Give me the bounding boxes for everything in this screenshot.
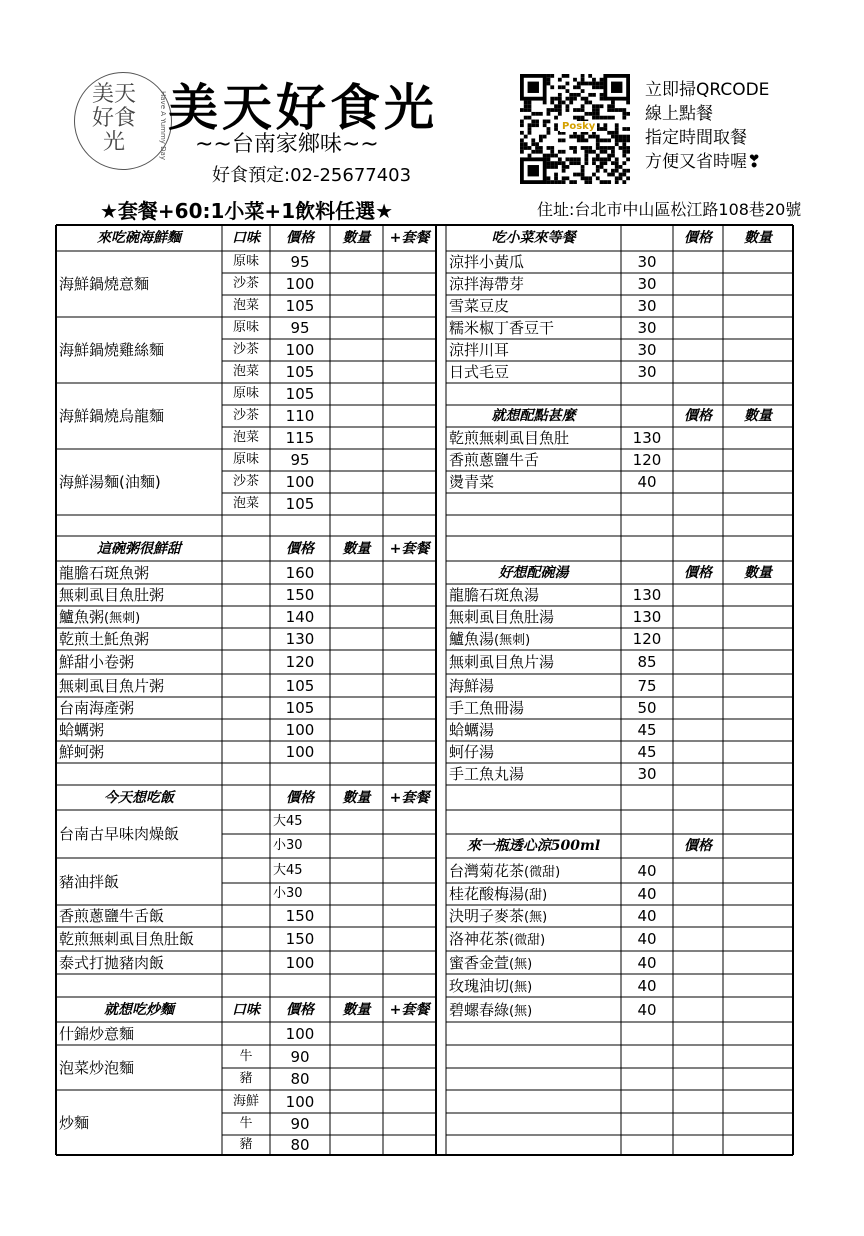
cell-note: (無) — [509, 979, 533, 995]
menu-item-name: 蛤蠣粥 — [59, 721, 105, 739]
price: 105 — [285, 385, 315, 403]
column-header: +套餐 — [389, 230, 430, 246]
column-header: 價格 — [684, 408, 712, 424]
column-header: 口味 — [232, 230, 260, 246]
price: 100 — [285, 341, 315, 359]
price: 30 — [637, 319, 657, 337]
price: 160 — [285, 563, 315, 582]
price: 95 — [290, 319, 310, 337]
menu-item-name: 什錦炒意麵 — [59, 1024, 135, 1043]
menu-item-name: 炒麵 — [59, 1113, 90, 1132]
menu-item-name: 涼拌海帶芽 — [449, 275, 525, 293]
menu-item-name: 鮮甜小卷粥 — [59, 653, 135, 671]
price: 110 — [285, 407, 315, 425]
flavor-option: 原味 — [232, 452, 259, 467]
menu-item-name: 台南海產粥 — [59, 699, 135, 717]
price: 120 — [632, 630, 662, 648]
price: 45 — [637, 721, 657, 739]
menu-item-name: 蜜香金萱(無) — [449, 953, 533, 972]
menu-item-name: 香煎蔥鹽牛舌飯 — [59, 907, 165, 925]
price: 50 — [637, 699, 657, 717]
menu-item-name: 蛤蠣湯 — [449, 721, 495, 739]
column-header: 數量 — [744, 408, 772, 424]
price: 40 — [637, 976, 657, 995]
cell-note: (微甜) — [524, 864, 561, 880]
price: 120 — [285, 653, 315, 671]
menu-item-name: 洛神花茶(微甜) — [449, 930, 546, 948]
qr-line: 方便又省時喔❣ — [645, 152, 762, 172]
price: 40 — [637, 907, 657, 925]
column-header: +套餐 — [389, 540, 430, 557]
price: 150 — [285, 930, 315, 948]
section-title: 好想配碗湯 — [498, 564, 569, 581]
column-header: 數量 — [342, 789, 371, 806]
section-title: 這碗粥很鮮甜 — [97, 540, 181, 557]
price: 80 — [290, 1136, 310, 1154]
column-header: 數量 — [342, 1001, 371, 1018]
price: 40 — [637, 1000, 657, 1019]
price: 40 — [637, 953, 657, 972]
set-meal-promo: ★套餐+60:1小菜+1飲料任選★ — [100, 199, 394, 223]
price: 85 — [637, 653, 657, 671]
menu-item-name: 泡菜炒泡麵 — [59, 1058, 135, 1077]
menu-item-name: 鮮蚵粥 — [59, 743, 105, 761]
menu-item-name: 玫瑰油切(無) — [449, 976, 533, 995]
menu-item-name: 涼拌小黃瓜 — [449, 253, 525, 271]
column-header: 價格 — [286, 540, 314, 557]
price: 30 — [637, 275, 657, 293]
cell-note: (無) — [509, 1003, 533, 1019]
menu-item-name: 無刺虱目魚片湯 — [449, 653, 555, 671]
qr-line: 線上點餐 — [645, 104, 713, 124]
menu-item-name: 糯米椒丁香豆干 — [449, 319, 555, 337]
menu-item-name: 無刺虱目魚肚粥 — [59, 586, 165, 604]
cell-note: (無) — [509, 956, 533, 972]
price: 95 — [290, 253, 310, 271]
section-title: 就想吃炒麵 — [104, 1001, 174, 1018]
cell-note: (微甜) — [509, 933, 546, 948]
price: 小30 — [273, 886, 303, 901]
price: 100 — [285, 1092, 315, 1111]
menu-item-name: 海鮮鍋燒意麵 — [59, 275, 150, 293]
menu-item-name: 乾煎無刺虱目魚肚 — [449, 429, 570, 447]
cell-note: (無) — [524, 910, 548, 925]
logo-script: Have A Yummy Day — [159, 91, 167, 160]
column-header: 口味 — [232, 1001, 260, 1018]
flavor-option: 豬 — [239, 1137, 253, 1152]
price: 115 — [285, 429, 315, 447]
price: 80 — [290, 1070, 310, 1088]
flavor-option: 沙茶 — [232, 408, 259, 423]
flavor-option: 原味 — [232, 386, 259, 401]
price: 小30 — [273, 838, 303, 853]
menu-item-name: 手工魚冊湯 — [449, 699, 525, 717]
menu-item-name: 泰式打拋豬肉飯 — [59, 953, 165, 972]
cell-note: (無刺) — [104, 611, 141, 626]
menu-item-name: 乾煎土魠魚粥 — [59, 630, 150, 648]
price: 大45 — [273, 814, 303, 829]
price: 100 — [285, 473, 315, 491]
section-title: 今天想吃飯 — [104, 789, 174, 806]
column-header: 數量 — [342, 540, 371, 557]
flavor-option: 沙茶 — [232, 342, 259, 357]
menu-item-name: 涼拌川耳 — [449, 341, 510, 359]
menu-item-name: 台灣菊花茶(微甜) — [449, 861, 561, 880]
price: 40 — [637, 861, 657, 880]
column-header: +套餐 — [389, 1001, 430, 1018]
menu-item-name: 龍膽石斑魚湯 — [449, 586, 540, 604]
price: 150 — [285, 586, 315, 604]
price: 30 — [637, 297, 657, 315]
price: 30 — [637, 253, 657, 271]
price: 75 — [637, 676, 657, 695]
section-title: 來一瓶透心涼500ml — [466, 838, 601, 854]
price: 105 — [285, 297, 315, 315]
menu-item-name: 龍膽石斑魚粥 — [59, 563, 150, 582]
price: 130 — [285, 630, 315, 648]
price: 105 — [285, 699, 315, 717]
price: 95 — [290, 451, 310, 469]
price: 30 — [637, 363, 657, 381]
price: 100 — [285, 1024, 315, 1043]
address: 住址:台北市中山區松江路108巷20號 — [537, 200, 802, 219]
price: 105 — [285, 363, 315, 381]
menu-item-name: 香煎蔥鹽牛舌 — [449, 451, 540, 469]
flavor-option: 原味 — [232, 320, 259, 335]
price: 90 — [290, 1115, 310, 1133]
menu-item-name: 無刺虱目魚片粥 — [59, 676, 165, 695]
menu-item-name: 海鮮湯 — [449, 676, 495, 695]
menu-item-name: 桂花酸梅湯(甜) — [449, 885, 548, 903]
price: 105 — [285, 676, 315, 695]
price: 40 — [637, 930, 657, 948]
column-header: 數量 — [744, 230, 772, 246]
section-title: 來吃碗海鮮麵 — [97, 230, 181, 246]
menu-item-name: 海鮮湯麵(油麵) — [59, 473, 161, 491]
price: 100 — [285, 743, 315, 761]
menu-item-name: 鱸魚粥(無刺) — [59, 608, 141, 626]
column-header: 價格 — [286, 789, 314, 806]
price: 40 — [637, 885, 657, 903]
section-title: 就想配點甚麼 — [491, 408, 576, 424]
flavor-option: 牛 — [239, 1048, 253, 1064]
section-title: 吃小菜來等餐 — [491, 230, 576, 246]
price: 100 — [285, 953, 315, 972]
phone-number: 好食預定:02-25677403 — [212, 165, 412, 186]
price: 100 — [285, 721, 315, 739]
price: 105 — [285, 495, 315, 513]
menu-item-name: 燙青菜 — [449, 473, 495, 491]
flavor-option: 海鮮 — [232, 1093, 259, 1109]
price: 90 — [290, 1047, 310, 1066]
price: 100 — [285, 275, 315, 293]
flavor-option: 豬 — [239, 1071, 253, 1086]
menu-item-name: 蚵仔湯 — [449, 743, 495, 761]
menu-item-name: 海鮮鍋燒雞絲麵 — [59, 341, 165, 359]
price: 40 — [637, 473, 657, 491]
price: 130 — [632, 608, 662, 626]
menu-item-name: 海鮮鍋燒烏龍麵 — [59, 407, 165, 425]
column-header: 價格 — [286, 230, 314, 246]
flavor-option: 原味 — [232, 254, 259, 269]
column-header: 價格 — [684, 564, 712, 581]
price: 45 — [637, 743, 657, 761]
flavor-option: 泡菜 — [232, 298, 259, 313]
column-header: +套餐 — [389, 789, 430, 806]
menu-item-name: 台南古早味肉燥飯 — [59, 825, 180, 843]
menu-item-name: 雪菜豆皮 — [449, 297, 510, 315]
menu-item-name: 日式毛豆 — [449, 363, 510, 381]
flavor-option: 沙茶 — [232, 474, 259, 489]
cell-note: (甜) — [524, 888, 548, 903]
flavor-option: 泡菜 — [232, 364, 259, 379]
column-header: 數量 — [744, 564, 772, 581]
flavor-option: 牛 — [239, 1116, 253, 1131]
price: 大45 — [273, 862, 303, 878]
price: 30 — [637, 765, 657, 783]
price: 140 — [285, 608, 315, 626]
qr-label: Posky — [562, 121, 596, 132]
qr-line: 指定時間取餐 — [645, 128, 747, 148]
menu-item-name: 碧螺春綠(無) — [449, 1000, 533, 1019]
menu-item-name: 鱸魚湯(無刺) — [449, 630, 531, 648]
column-header: 價格 — [684, 230, 712, 246]
column-header: 價格 — [684, 838, 712, 854]
menu-item-name: 決明子麥茶(無) — [449, 907, 548, 925]
price: 130 — [632, 586, 662, 604]
flavor-option: 沙茶 — [232, 276, 259, 291]
cell-note: (無刺) — [494, 633, 531, 648]
column-header: 價格 — [286, 1001, 314, 1018]
qr-line: 立即掃QRCODE — [645, 80, 770, 100]
menu-item-name: 乾煎無刺虱目魚肚飯 — [59, 930, 195, 948]
menu-item-name: 無刺虱目魚肚湯 — [449, 608, 555, 626]
menu-item-name: 豬油拌飯 — [59, 872, 120, 891]
price: 150 — [285, 907, 315, 925]
subtitle: ~~台南家鄉味~~ — [195, 132, 379, 157]
price: 120 — [632, 451, 662, 469]
flavor-option: 泡菜 — [232, 430, 259, 445]
menu-item-name: 手工魚丸湯 — [449, 765, 525, 783]
logo-text: 美天好食光 — [91, 82, 136, 155]
price: 130 — [632, 429, 662, 447]
column-header: 數量 — [342, 230, 371, 246]
price: 30 — [637, 341, 657, 359]
restaurant-title: 美天好食光 — [168, 78, 438, 137]
flavor-option: 泡菜 — [232, 496, 259, 511]
